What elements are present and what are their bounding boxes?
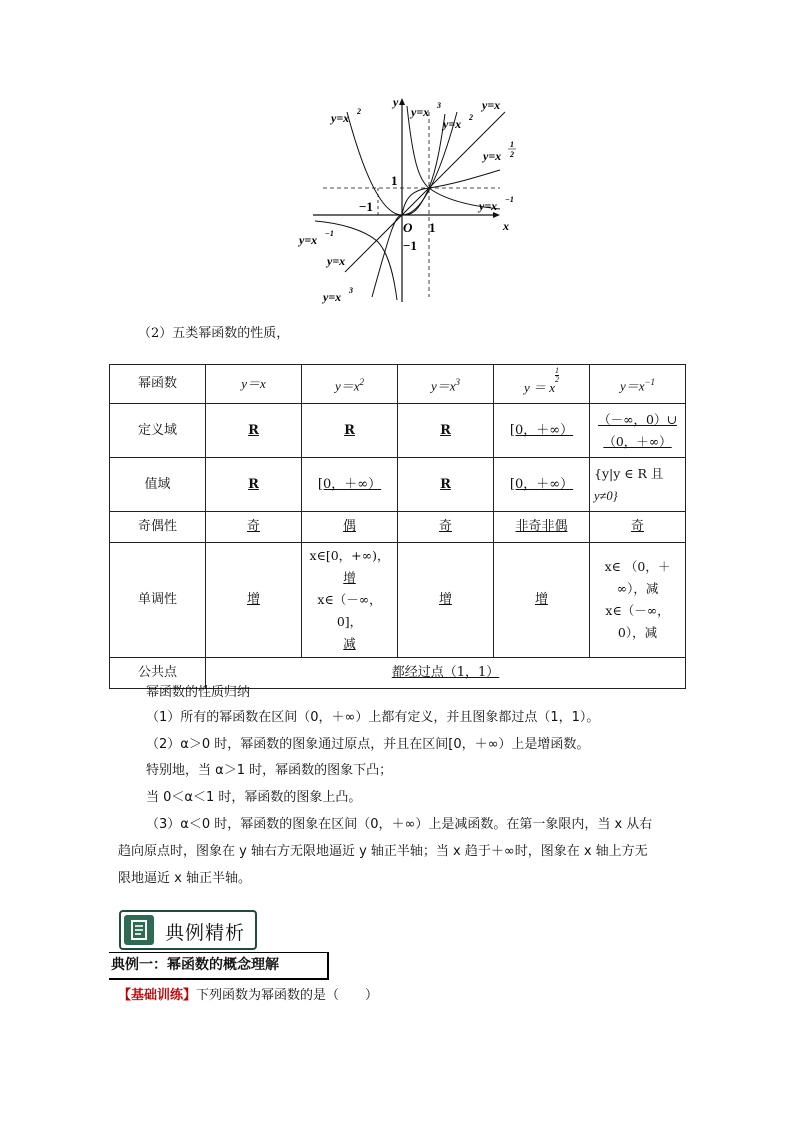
label-y-x2-left-exp: 2	[357, 107, 361, 116]
label-y-sqrt-den: 2	[510, 150, 514, 159]
summary-p2: （2）α＞0 时，幂函数的图象通过原点，并且在区间[0，＋∞）上是增函数。	[146, 737, 590, 752]
cell-header-yx2: $y=x^2$	[302, 365, 398, 404]
cell-range-5: {y|y ∈ R 且 y≠0}	[590, 458, 686, 512]
label-y-inv-right: y=x	[479, 199, 498, 213]
table-row-header	[110, 365, 686, 404]
label-y-inv-left-exp: −1	[325, 229, 334, 238]
label-y-x2-left: y=x	[331, 111, 350, 125]
section-badge-label: 典例精析	[165, 922, 246, 944]
label-y-sqrt-num: 1	[510, 140, 514, 149]
label-y-sqrt: y=x	[483, 149, 502, 163]
label-y-x3-top: y=x	[411, 105, 430, 119]
cell-domain-3: R	[398, 404, 494, 458]
cell-header-yx: y＝x	[206, 365, 302, 404]
label-y-axis: y	[393, 95, 399, 109]
curve-y-x3	[372, 114, 445, 297]
cell-domain-label: 定义域	[110, 404, 206, 458]
cell-domain-4: [0，＋∞）	[494, 404, 590, 458]
label-y-inv-left: y=x	[299, 233, 318, 247]
label-y-x2-right-exp: 2	[469, 113, 473, 122]
cell-range-4: [0，＋∞）	[494, 458, 590, 512]
document-icon	[124, 915, 154, 945]
cell-header-label: 幂函数	[110, 365, 206, 404]
label-y-x2-right: y=x	[443, 117, 462, 131]
cell-mono-1: 增	[206, 543, 302, 658]
question	[118, 984, 378, 1003]
properties-table	[109, 364, 686, 689]
summary-p1: （1）所有的幂函数在区间（0，＋∞）上都有定义，并且图象都过点（1，1）。	[146, 710, 600, 725]
cell-mono-5: x∈ （0，＋ ∞），减 x∈（－∞， 0），减	[590, 543, 686, 658]
power-function-graph	[295, 92, 525, 310]
cell-parity-5: 奇	[590, 512, 686, 543]
cell-range-label: 值域	[110, 458, 206, 512]
table-row-domain	[110, 404, 686, 458]
label-one-y: 1	[391, 173, 398, 188]
label-y-inv-right-exp: −1	[505, 195, 514, 204]
cell-parity-1: 奇	[206, 512, 302, 543]
table-row-monotonicity	[110, 543, 686, 658]
cell-range-1: R	[206, 458, 302, 512]
cell-domain-5: （－∞，0）∪ （0，＋∞）	[590, 404, 686, 458]
summary-p3: 特别地，当 α＞1 时，幂函数的图象下凸；	[146, 763, 393, 778]
cell-header-yinv: $y=x^{-1}$	[590, 365, 686, 404]
cell-mono-4: 增	[494, 543, 590, 658]
cell-common-value: 都经过点（1，1）	[206, 658, 686, 689]
label-neg-one-x: −1	[359, 199, 373, 214]
summary-p4: 当 0＜α＜1 时，幂函数的图象上凸。	[146, 790, 362, 805]
label-y-x3-top-exp: 3	[437, 101, 441, 110]
example-title: 典例一：幂函数的概念理解	[109, 952, 329, 980]
cell-mono-2: x∈[0，+∞)， 增 x∈（－∞，0]， 减	[302, 543, 398, 658]
cell-header-ysqrt: y ＝ x $^{\frac{1}{2}}$	[494, 365, 590, 404]
graph-svg	[295, 92, 525, 310]
cell-domain-1: R	[206, 404, 302, 458]
question-tag: 【基础训练】	[118, 988, 197, 1003]
section-badge	[119, 910, 257, 950]
caption: （2）五类幂函数的性质，	[138, 326, 290, 341]
summary-p5-line1: （3）α＜0 时，幂函数的图象在区间（0，＋∞）上是减函数。在第一象限内，当 x 从右	[146, 817, 653, 832]
cell-parity-4: 非奇非偶	[494, 512, 590, 543]
cell-domain-2: R	[302, 404, 398, 458]
curve-y-x	[345, 112, 505, 272]
cell-range-2: [0，＋∞）	[302, 458, 398, 512]
label-y-x-top: y=x	[482, 98, 501, 112]
label-x-axis: x	[503, 219, 509, 233]
cell-parity-label: 奇偶性	[110, 512, 206, 543]
label-y-x-bottom: y=x	[327, 254, 346, 268]
summary-title: 幂函数的性质归纳	[146, 685, 251, 700]
table-row-range	[110, 458, 686, 512]
cell-common-label: 公共点	[110, 658, 206, 689]
label-y-x3-bottom: y=x	[323, 290, 342, 304]
label-origin: O	[403, 220, 413, 235]
table-row-parity	[110, 512, 686, 543]
label-y-x3-bottom-exp: 3	[349, 286, 353, 295]
label-one-x: 1	[429, 220, 436, 235]
cell-header-yx3: $y=x^3$	[398, 365, 494, 404]
cell-parity-2: 偶	[302, 512, 398, 543]
question-text: 下列函数为幂函数的是（ ）	[196, 988, 379, 1003]
summary-p5-line3: 限地逼近 x 轴正半轴。	[118, 871, 251, 886]
cell-parity-3: 奇	[398, 512, 494, 543]
cell-range-3: R	[398, 458, 494, 512]
cell-mono-label: 单调性	[110, 543, 206, 658]
label-neg-one-y: −1	[403, 238, 417, 253]
y-axis-arrow	[399, 98, 405, 105]
cell-mono-3: 增	[398, 543, 494, 658]
summary-p5-line2: 趋向原点时，图象在 y 轴右方无限地逼近 y 轴正半轴；当 x 趋于＋∞时，图象在 x 轴上方无	[118, 844, 648, 859]
